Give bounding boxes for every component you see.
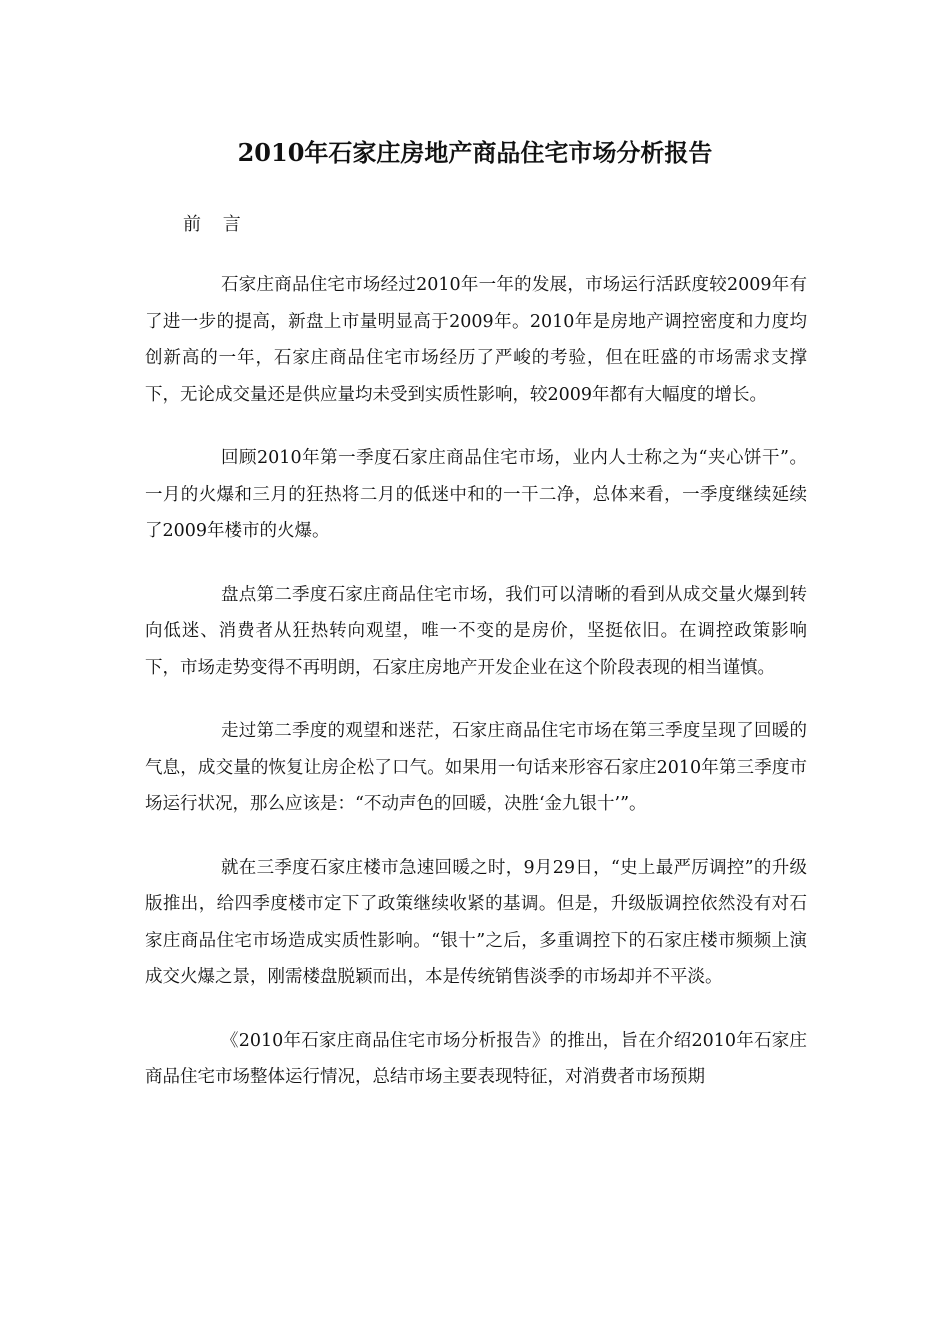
paragraph: 就在三季度石家庄楼市急速回暖之时，9月29日，“史上最严厉调控”的升级版推出，给四季度楼市定下了政策继续收紧的基调。但是，升级版调控依然没有对石家庄商品住宅市场造成实质性影响。“银十”之后，多重调控下的石家庄楼市频频上演成交火爆之景，刚需楼盘脱颖而出，本是传统销售淡季的市场却并不平淡。 [145,857,807,987]
document-body [145,267,807,1123]
preface-heading: 前 言 [183,214,249,235]
document-title: 2010年石家庄房地产商品住宅市场分析报告 [237,138,713,167]
paragraph: 石家庄商品住宅市场经过2010年一年的发展，市场运行活跃度较2009年有了进一步的提高，新盘上市量明显高于2009年。2010年是房地产调控密度和力度均创新高的一年，石家庄商品住宅市场经历了严峻的考验，但在旺盛的市场需求支撑下，无论成交量还是供应量均未受到实质性影响，较2009年都有大幅度的增长。 [145,275,807,405]
paragraph: 《2010年石家庄商品住宅市场分析报告》的推出，旨在介绍2010年石家庄商品住宅市场整体运行情况，总结市场主要表现特征，对消费者市场预期 [145,1030,807,1087]
paragraph: 回顾2010年第一季度石家庄商品住宅市场，业内人士称之为“夹心饼干”。一月的火爆和三月的狂热将二月的低迷中和的一干二净，总体来看，一季度继续延续了2009年楼市的火爆。 [145,448,807,541]
paragraph: 走过第二季度的观望和迷茫，石家庄商品住宅市场在第三季度呈现了回暖的气息，成交量的恢复让房企松了口气。如果用一句话来形容石家庄2010年第三季度市场运行状况，那么应该是：“不动声色的回暖，决胜‘金九银十’”。 [145,721,807,814]
paragraph: 盘点第二季度石家庄商品住宅市场，我们可以清晰的看到从成交量火爆到转向低迷、消费者从狂热转向观望，唯一不变的是房价，坚挺依旧。在调控政策影响下，市场走势变得不再明朗，石家庄房地产开发企业在这个阶段表现的相当谨慎。 [145,584,807,678]
